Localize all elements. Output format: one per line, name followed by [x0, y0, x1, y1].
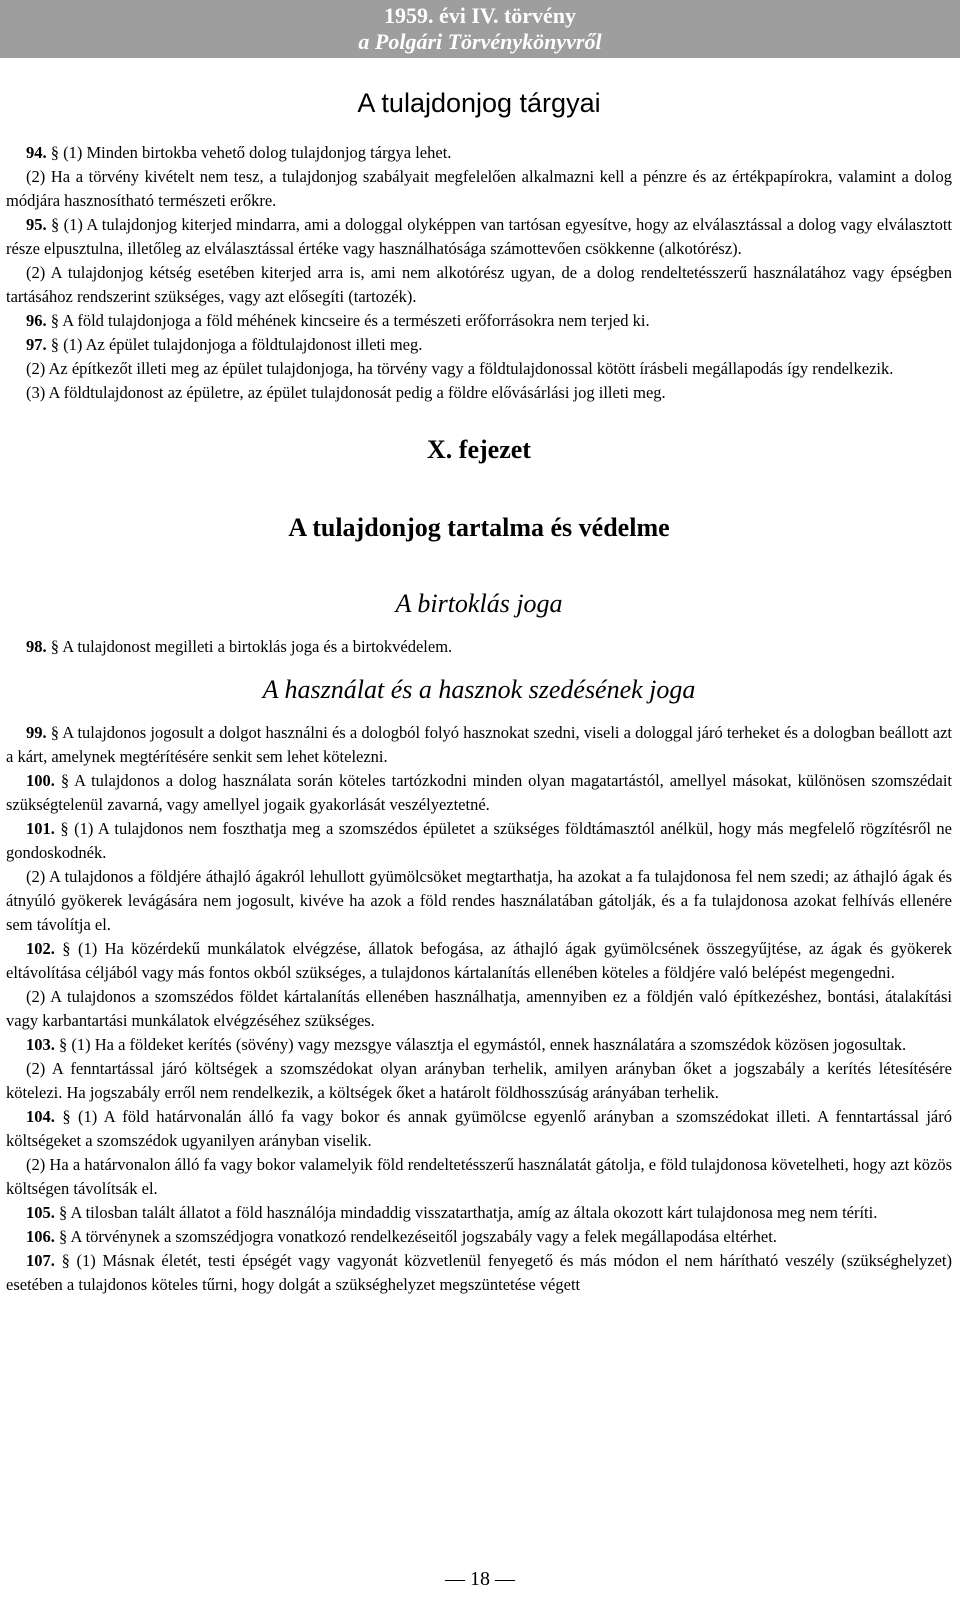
paragraph-text: § A tulajdonos jogosult a dolgot használni és a dologból folyó hasznokat szedni, viseli a dologgal járó terheket és a dologban beállott azt a kárt, amelynek megtérítésére senkit sem lehet kötelezni. — [6, 723, 953, 766]
paragraph-text: (2) A fenntartással járó költségek a szomszédokat olyan arányban terhelik, amilyen arányban őket a jogszabály a kerítés létesítésére kötelezi. Ha jogszabály erről nem rendelkezik, a költségek őket a határolt földhosszúság arányában terhelik. — [6, 1059, 952, 1102]
section-number: 94. — [26, 143, 47, 162]
paragraph-text: § (1) A tulajdonos nem foszthatja meg a szomszédos épületet a szükséges földtámasztól anélkül, hogy más megfelelő rögzítésről ne gondoskodnék. — [6, 819, 953, 862]
paragraph — [6, 333, 952, 357]
paragraph-text: § (1) A tulajdonjog kiterjed mindarra, ami a dologgal olyképpen van tartósan egyesítve, hogy az elválasztással a dolog vagy elválasztott része elpusztulna, illetőleg az elválasztással értéke vagy használhatósága számottevően csökkenne (alkotórész). — [6, 215, 953, 258]
section-number: 98. — [26, 637, 47, 656]
subsection-title-use: A használat és a hasznok szedésének joga — [262, 675, 696, 704]
paragraph — [6, 769, 952, 817]
paragraph-text: § (1) Az épület tulajdonjoga a földtulajdonost illeti meg. — [50, 335, 423, 354]
paragraph — [6, 141, 952, 165]
paragraph — [6, 1249, 952, 1297]
paragraph-text: § A tulajdonost megilleti a birtoklás joga és a birtokvédelem. — [50, 637, 453, 656]
paragraph — [6, 165, 952, 213]
section-number: 97. — [26, 335, 47, 354]
section-number: 99. — [26, 723, 47, 742]
header-law-title: a Polgári Törvénykönyvről — [358, 29, 602, 54]
section-number: 103. — [26, 1035, 55, 1054]
paragraph — [6, 817, 952, 865]
paragraph-text: § A tulajdonos a dolog használata során köteles tartózkodni minden olyan magatartástól, amellyel másokat, különösen szomszédait szükségtelenül zavarná, vagy amellyel jogaik gyakorlását veszélyeztetné. — [6, 771, 952, 814]
paragraph — [6, 309, 952, 333]
paragraph — [6, 213, 952, 261]
header-law-number: 1959. évi IV. törvény — [383, 3, 577, 28]
paragraph — [6, 1033, 952, 1057]
paragraph-text: (2) A tulajdonos a szomszédos földet kártalanítás ellenében használhatja, amennyiben ez a földjén való építkezéshez, bontási, átalakítási vagy karbantartási munkálatok elvégzéséhez szükséges. — [6, 987, 952, 1030]
paragraph-text: (2) Az építkezőt illeti meg az épület tulajdonjoga, ha törvény vagy a földtulajdonossal kötött írásbeli megállapodás így rendelkezik. — [26, 359, 894, 378]
paragraph — [6, 1153, 952, 1201]
paragraph — [6, 1201, 952, 1225]
paragraph-group-c — [6, 721, 952, 1297]
section-number: 107. — [26, 1251, 55, 1270]
section-number: 100. — [26, 771, 55, 790]
section-number: 105. — [26, 1203, 55, 1222]
paragraph — [6, 357, 952, 381]
paragraph — [6, 635, 952, 659]
paragraph-text: (3) A földtulajdonost az épületre, az épület tulajdonosát pedig a földre elővásárlási jog illeti meg. — [26, 383, 666, 402]
section-number: 102. — [26, 939, 55, 958]
page-body — [6, 58, 952, 1297]
subsection-title-possession: A birtoklás joga — [395, 589, 563, 618]
paragraph-text: (2) Ha a határvonalon álló fa vagy bokor valamelyik föld rendeltetésszerű használatát gátolja, e föld tulajdonosa követelheti, hogy azt közös költségen távolítsák el. — [6, 1155, 952, 1198]
paragraph-text: § A föld tulajdonjoga a föld méhének kincseire és a természeti erőforrásokra nem terjed ki. — [50, 311, 650, 330]
paragraph-text: § A tilosban talált állatot a föld használója mindaddig visszatarthatja, amíg az általa okozott kárt tulajdonosa meg nem téríti. — [59, 1203, 878, 1222]
section-number: 101. — [26, 819, 55, 838]
paragraph — [6, 985, 952, 1033]
paragraph — [6, 381, 952, 405]
paragraph — [6, 865, 952, 937]
paragraph-group-a — [6, 141, 952, 405]
paragraph-group-b — [6, 635, 952, 659]
paragraph — [6, 261, 952, 309]
section-number: 95. — [26, 215, 47, 234]
paragraph-text: § (1) Minden birtokba vehető dolog tulajdonjog tárgya lehet. — [50, 143, 452, 162]
chapter-number: X. fejezet — [427, 435, 531, 464]
paragraph-text: (2) A tulajdonjog kétség esetében kiterjed arra is, ami nem alkotórész ugyan, de a dolog rendeltetésszerű használatához vagy épségben tartásához rendszerint szükséges, vagy azt elősegíti (tartozék). — [6, 263, 952, 306]
paragraph-text: (2) Ha a törvény kivételt nem tesz, a tulajdonjog szabályait megfelelően alkalmazni kell a pénzre és az értékpapírokra, valamint a dolog módjára hasznosítható természeti erőkre. — [6, 167, 952, 210]
section-number: 96. — [26, 311, 47, 330]
section-title: A tulajdonjog tárgyai — [357, 88, 601, 118]
paragraph-text: § (1) Ha közérdekű munkálatok elvégzése, állatok befogása, az áthajló ágak gyümölcsének összegyűjtése, az ágak és gyökerek eltávolítása céljából vagy más fontos okból szükséges, a tulajdonos kártalanítás ellenében köteles a földjére való belépést megengedni. — [6, 939, 952, 982]
paragraph-text: § A törvénynek a szomszédjogra vonatkozó rendelkezéseitől jogszabály vagy a felek megállapodása eltérhet. — [59, 1227, 777, 1246]
paragraph-text: § (1) Ha a földeket kerítés (sövény) vagy mezsgye választja el egymástól, ennek használatára a szomszédok közösen jogosultak. — [59, 1035, 907, 1054]
page-number: — 18 — — [445, 1568, 515, 1590]
paragraph — [6, 1105, 952, 1153]
paragraph — [6, 937, 952, 985]
section-number: 106. — [26, 1227, 55, 1246]
paragraph — [6, 721, 952, 769]
document-header — [0, 0, 960, 58]
paragraph — [6, 1225, 952, 1249]
paragraph-text: § (1) Másnak életét, testi épségét vagy vagyonát közvetlenül fenyegető és más módon el nem hárítható veszély (szükséghelyzet) esetében a tulajdonos köteles tűrni, hogy dolgát a szükséghelyzet megszüntetése végett — [6, 1251, 953, 1294]
section-number: 104. — [26, 1107, 55, 1126]
paragraph-text: § (1) A föld határvonalán álló fa vagy bokor és annak gyümölcse egyenlő arányban a szomszédokat illeti. A fenntartással járó költségeket a szomszédok ugyanilyen arányban viselik. — [6, 1107, 952, 1150]
paragraph — [6, 1057, 952, 1105]
chapter-title: A tulajdonjog tartalma és védelme — [288, 513, 670, 542]
paragraph-text: (2) A tulajdonos a földjére áthajló ágakról lehullott gyümölcsöket megtarthatja, ha azokat a fa tulajdonosa fel nem szedi; az áthajló ágak és átnyúló gyökerek levágására nem jogosult, kivéve ha azok a föld rendes használatában gátolják, és a fa tulajdonosa azokat felhívás ellenére sem távolítja el. — [6, 867, 952, 934]
